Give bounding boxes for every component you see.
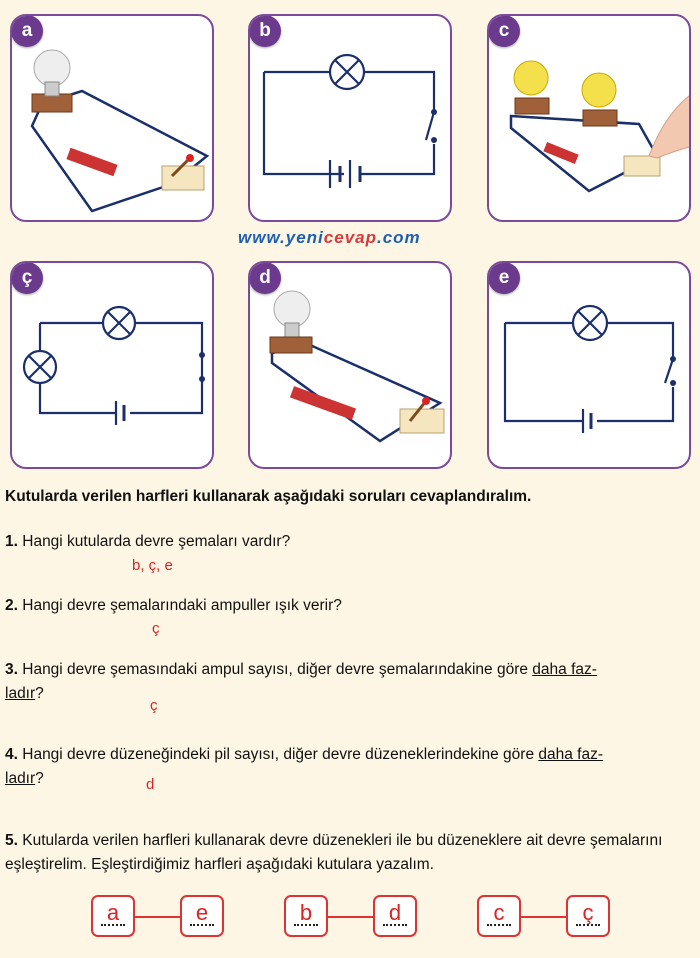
pair-3-right[interactable]: ç	[566, 895, 610, 937]
box-label-badge: e	[488, 262, 520, 294]
question-1: 1. Hangi kutularda devre şemaları vardır?	[5, 533, 291, 550]
box-c	[487, 14, 691, 222]
answer-3: ç	[150, 697, 158, 714]
box-ç	[10, 261, 214, 469]
question-5: 5. Kutularda verilen harfleri kullanarak devre düzenekleri ile bu düzeneklere ait devre şemalarını eşleştirelim. Eşleştirdiğimiz harfleri aşağıdaki kutulara yazalım.	[5, 832, 663, 873]
pair-1-right[interactable]: e	[180, 895, 224, 937]
circuit-schematic-e	[489, 263, 691, 469]
circuit-schematic-ç	[12, 263, 214, 469]
pair-2-left[interactable]: b	[284, 895, 328, 937]
pair-2-connector	[328, 916, 373, 918]
circuit-schematic-b	[250, 16, 452, 222]
box-a	[10, 14, 214, 222]
watermark: www.yenicevap.com	[238, 228, 421, 247]
question-4: 4. Hangi devre düzeneğindeki pil sayısı, diğer devre düzeneklerindekine göre daha faz- ladır?	[5, 746, 604, 787]
box-label-badge: b	[249, 15, 281, 47]
answer-4: d	[146, 776, 155, 793]
answer-1: b, ç, e	[132, 557, 173, 574]
question-3: 3. Hangi devre şemasındaki ampul sayısı, diğer devre şemalarındakine göre daha faz- ladır?	[5, 661, 597, 702]
pair-1-left[interactable]: a	[91, 895, 135, 937]
pair-2-right[interactable]: d	[373, 895, 417, 937]
box-e	[487, 261, 691, 469]
circuit-setup-a	[12, 16, 214, 222]
question-2: 2. Hangi devre şemalarındaki ampuller ışık verir?	[5, 597, 342, 614]
box-label-badge: ç	[11, 262, 43, 294]
instructions: Kutularda verilen harfleri kullanarak aşağıdaki soruları cevaplandıralım.	[5, 488, 532, 505]
pair-3-connector	[521, 916, 566, 918]
box-b	[248, 14, 452, 222]
box-label-badge: a	[11, 15, 43, 47]
circuit-setup-d	[250, 263, 452, 469]
box-label-badge: c	[488, 15, 520, 47]
circuit-setup-c	[489, 16, 691, 222]
box-label-badge: d	[249, 262, 281, 294]
pair-1-connector	[135, 916, 180, 918]
answer-2: ç	[152, 620, 160, 637]
pair-3-left[interactable]: c	[477, 895, 521, 937]
box-d	[248, 261, 452, 469]
